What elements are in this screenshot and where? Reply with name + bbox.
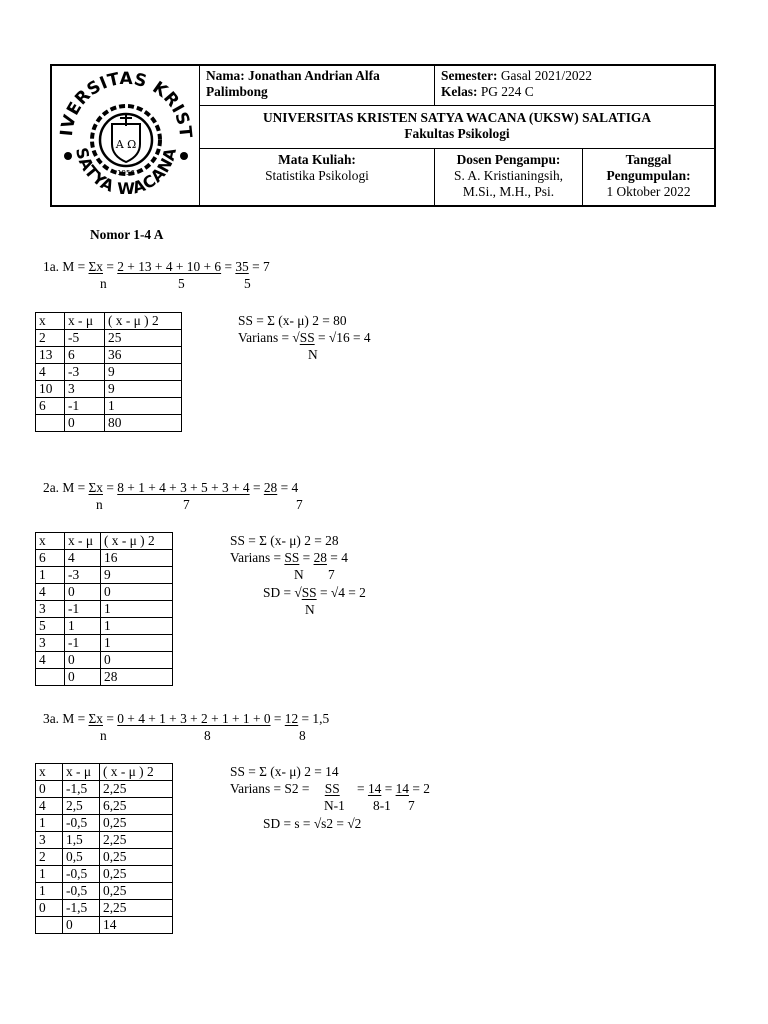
table-cell: [36, 415, 65, 432]
table-header-cell: ( x - μ ) 2: [100, 764, 173, 781]
table-cell: 1: [36, 567, 65, 584]
p2-mean-prefix: 2a. M =: [43, 480, 89, 495]
p3-sum-total: 12: [284, 711, 299, 726]
table-row: [36, 652, 173, 669]
table-row: [36, 364, 182, 381]
university-title-cell: [200, 110, 714, 142]
table-cell: 10: [36, 381, 65, 398]
table-cell: -1: [65, 635, 101, 652]
dosen-value-line1: S. A. Kristianingsih,: [454, 168, 563, 183]
table-row: [36, 330, 182, 347]
table-cell: -5: [65, 330, 105, 347]
p1-eq: =: [103, 259, 118, 274]
table-cell: 2,25: [100, 900, 173, 917]
table-cell: 0,25: [100, 883, 173, 900]
table-cell: 0,25: [100, 849, 173, 866]
p2-sum-values: 8 + 1 + 4 + 3 + 5 + 3 + 4: [117, 480, 250, 495]
table-cell: 2,25: [100, 832, 173, 849]
p2-deviation-table: [35, 532, 173, 686]
p3-eq: =: [103, 711, 118, 726]
table-cell: 0: [36, 900, 63, 917]
p2-sd-num: SS: [301, 585, 317, 600]
p3-mean-formula: [43, 711, 329, 727]
table-cell: 9: [105, 381, 182, 398]
university-seal-icon: [54, 68, 198, 205]
nama-value: Jonathan Andrian Alfa Palimbong: [206, 68, 380, 99]
table-row: [36, 415, 182, 432]
p3-mean-result: = 1,5: [298, 711, 330, 726]
table-cell: 14: [100, 917, 173, 934]
table-cell: 36: [105, 347, 182, 364]
table-cell: 3: [36, 601, 65, 618]
table-header-cell: x - μ: [65, 313, 105, 330]
table-cell: 4: [36, 652, 65, 669]
table-cell: 0,25: [100, 815, 173, 832]
table-cell: 1: [105, 398, 182, 415]
p2-varians-den: 7: [328, 567, 335, 582]
table-cell: 28: [101, 669, 173, 686]
p2-varians: [230, 550, 348, 566]
p3-varians-num: 14: [395, 781, 409, 796]
table-cell: 16: [101, 550, 173, 567]
table-header-cell: x: [36, 313, 65, 330]
table-row: [36, 815, 173, 832]
table-cell: -3: [65, 364, 105, 381]
logo-name-top: IVERSITAS KRIST: [56, 68, 196, 140]
table-row: [36, 883, 173, 900]
table-header-cell: ( x - μ ) 2: [101, 533, 173, 550]
p2-sum-total: 28: [263, 480, 278, 495]
table-cell: 13: [36, 347, 65, 364]
table-row: [36, 781, 173, 798]
table-cell: 0,25: [100, 866, 173, 883]
kelas-value: PG 224 C: [480, 84, 534, 99]
table-cell: 9: [101, 567, 173, 584]
table-cell: 6: [36, 398, 65, 415]
table-header-cell: x - μ: [65, 533, 101, 550]
tanggal-label-line1: Tanggal: [625, 152, 672, 167]
tanggal-value: 1 Oktober 2022: [606, 184, 691, 199]
p2-eq: =: [249, 480, 264, 495]
p1-varians-result: = √16 = 4: [314, 330, 371, 345]
p3-varians-den: N-1: [324, 798, 345, 813]
table-row: [36, 347, 182, 364]
table-row: [36, 398, 182, 415]
table-cell: 0: [65, 415, 105, 432]
table-cell: 0: [63, 917, 100, 934]
p2-ss: SS = Σ (x- μ) 2 = 28: [230, 533, 339, 548]
table-cell: 0: [36, 781, 63, 798]
kelas-label: Kelas:: [441, 84, 478, 99]
table-row: [36, 832, 173, 849]
table-row: [36, 849, 173, 866]
table-row: [36, 635, 173, 652]
p3-deviation-table: [35, 763, 173, 934]
table-header-cell: x: [36, 764, 63, 781]
table-cell: [36, 917, 63, 934]
table-cell: 0: [101, 652, 173, 669]
table-cell: 0: [65, 652, 101, 669]
table-cell: 0: [101, 584, 173, 601]
faculty-name: Fakultas Psikologi: [404, 126, 510, 141]
p2-sd: [263, 585, 366, 601]
p1-varians-prefix: Varians = √: [238, 330, 300, 345]
table-cell: 4: [65, 550, 101, 567]
matkul-cell: [200, 152, 434, 184]
p2-sd-result: = √4 = 2: [316, 585, 366, 600]
table-row: [36, 584, 173, 601]
table-header-cell: x - μ: [63, 764, 100, 781]
p1-sum-total: 35: [235, 259, 249, 274]
table-cell: 9: [105, 364, 182, 381]
table-cell: 1: [65, 618, 101, 635]
dosen-label: Dosen Pengampu:: [456, 152, 561, 167]
p3-den-n: n: [100, 728, 107, 743]
p1-sum-x: Σx: [88, 259, 103, 274]
logo-emblem: A Ω: [115, 138, 137, 151]
table-header-cell: x: [36, 533, 65, 550]
table-cell: 5: [36, 618, 65, 635]
table-cell: 3: [65, 381, 105, 398]
p3-varians-num: 14: [367, 781, 382, 796]
p2-mean-formula: [43, 480, 298, 496]
table-cell: 1: [36, 815, 63, 832]
table-cell: 2: [36, 330, 65, 347]
p2-eq: =: [103, 480, 118, 495]
table-cell: 6,25: [100, 798, 173, 815]
p3-varians-den: 8-1: [373, 798, 391, 813]
p3-den-count: 8: [204, 728, 211, 743]
p2-eq: =: [299, 550, 314, 565]
table-cell: 25: [105, 330, 182, 347]
p3-sum-x: Σx: [88, 711, 103, 726]
table-cell: -0,5: [63, 883, 100, 900]
table-cell: 1,5: [63, 832, 100, 849]
table-row: [36, 798, 173, 815]
table-cell: 2: [36, 849, 63, 866]
p1-eq: =: [221, 259, 236, 274]
p3-varians-den: 7: [408, 798, 415, 813]
table-cell: 0: [65, 584, 101, 601]
table-row: [36, 550, 173, 567]
table-cell: 6: [36, 550, 65, 567]
matkul-value: Statistika Psikologi: [265, 168, 369, 183]
p1-sum-values: 2 + 13 + 4 + 10 + 6: [117, 259, 222, 274]
p1-mean-formula: [43, 259, 270, 275]
p3-sum-values: 0 + 4 + 1 + 3 + 2 + 1 + 1 + 0: [117, 711, 271, 726]
matkul-label: Mata Kuliah:: [278, 152, 356, 167]
table-header-cell: ( x - μ ) 2: [105, 313, 182, 330]
p3-eq: =: [381, 781, 396, 796]
table-row: [36, 669, 173, 686]
table-cell: 2,5: [63, 798, 100, 815]
p1-varians: [238, 330, 371, 346]
table-cell: 1: [101, 601, 173, 618]
logo-year: 1956: [117, 169, 135, 177]
table-row: [36, 917, 173, 934]
p2-varians-result: = 4: [326, 550, 348, 565]
nama-cell: [206, 68, 431, 100]
p1-varians-den: N: [308, 347, 318, 362]
table-cell: 1: [101, 618, 173, 635]
section-title: Nomor 1-4 A: [90, 227, 164, 242]
p1-ss: SS = Σ (x- μ) 2 = 80: [238, 313, 347, 328]
tanggal-cell: [583, 152, 714, 200]
table-cell: 0,5: [63, 849, 100, 866]
logo-name-bottom: SATYA WACANA: [71, 145, 181, 199]
semester-value: Gasal 2021/2022: [500, 68, 592, 83]
table-cell: -0,5: [63, 815, 100, 832]
table-cell: 80: [105, 415, 182, 432]
table-cell: [36, 669, 65, 686]
p1-mean-result: = 7: [248, 259, 270, 274]
dosen-value-line2: M.Si., M.H., Psi.: [462, 184, 555, 199]
p2-den-n: n: [96, 497, 103, 512]
table-cell: 1: [36, 883, 63, 900]
p2-varians-prefix: Varians =: [230, 550, 285, 565]
p3-varians-num: SS: [324, 781, 340, 796]
p3-mean-prefix: 3a. M =: [43, 711, 89, 726]
table-header-row: [36, 313, 182, 330]
table-header-row: [36, 764, 173, 781]
p2-varians-num: SS: [284, 550, 300, 565]
table-cell: 2,25: [100, 781, 173, 798]
p3-den-count: 8: [299, 728, 306, 743]
table-row: [36, 618, 173, 635]
table-cell: 3: [36, 832, 63, 849]
p2-varians-num: 28: [313, 550, 327, 565]
p2-den-count: 7: [183, 497, 190, 512]
p1-den-count: 5: [178, 276, 185, 291]
table-cell: 6: [65, 347, 105, 364]
university-logo: [54, 68, 198, 205]
p2-sd-prefix: SD = √: [263, 585, 302, 600]
table-row: [36, 601, 173, 618]
p3-varians-prefix: Varians = S2 =: [230, 781, 313, 796]
p1-den-count: 5: [244, 276, 251, 291]
table-cell: -3: [65, 567, 101, 584]
nama-label: Nama:: [206, 68, 245, 83]
semester-cell: [441, 68, 711, 100]
table-cell: 4: [36, 584, 65, 601]
table-row: [36, 900, 173, 917]
p3-sd: SD = s = √s2 = √2: [263, 816, 362, 831]
tanggal-label-line2: Pengumpulan:: [606, 168, 691, 183]
header-table: [50, 64, 716, 207]
p3-varians: [230, 781, 430, 797]
p1-den-n: n: [100, 276, 107, 291]
table-cell: 1: [36, 866, 63, 883]
semester-label: Semester:: [441, 68, 498, 83]
table-header-row: [36, 533, 173, 550]
table-cell: -1,5: [63, 781, 100, 798]
table-cell: -0,5: [63, 866, 100, 883]
p2-den-count: 7: [296, 497, 303, 512]
p1-mean-prefix: 1a. M =: [43, 259, 89, 274]
p3-eq: =: [270, 711, 285, 726]
p3-varians-result: = 2: [408, 781, 430, 796]
table-cell: 1: [101, 635, 173, 652]
table-cell: 3: [36, 635, 65, 652]
table-row: [36, 567, 173, 584]
table-cell: 4: [36, 364, 65, 381]
table-row: [36, 381, 182, 398]
table-cell: 4: [36, 798, 63, 815]
p1-deviation-table: [35, 312, 182, 432]
dosen-cell: [435, 152, 582, 200]
p3-ss: SS = Σ (x- μ) 2 = 14: [230, 764, 339, 779]
table-row: [36, 866, 173, 883]
table-cell: -1,5: [63, 900, 100, 917]
p2-sd-den: N: [305, 602, 315, 617]
table-cell: -1: [65, 601, 101, 618]
university-name: UNIVERSITAS KRISTEN SATYA WACANA (UKSW) SALATIGA: [262, 110, 652, 125]
p3-eq: =: [353, 781, 368, 796]
table-cell: -1: [65, 398, 105, 415]
table-cell: 0: [65, 669, 101, 686]
p2-mean-result: = 4: [277, 480, 299, 495]
p2-varians-den: N: [294, 567, 304, 582]
p1-varians-num: SS: [299, 330, 315, 345]
p2-sum-x: Σx: [88, 480, 103, 495]
